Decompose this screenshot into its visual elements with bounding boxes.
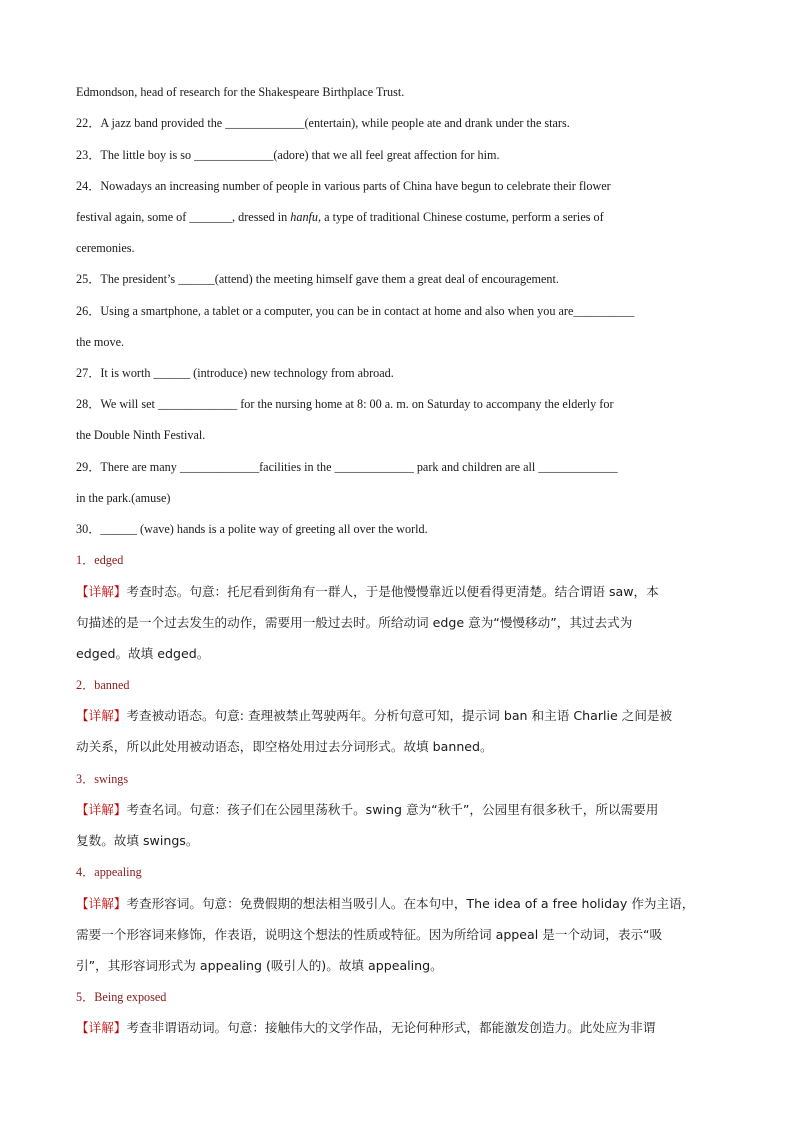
answer-4-detail-2: 需要一个形容词来修饰，作表语，说明这个想法的性质或特征。因为所给词 appeal 是一个动词，表示“吸 bbox=[76, 927, 663, 942]
answer-1-detail-1 bbox=[76, 584, 659, 600]
question-29-line-1: 29．There are many _____________facilities in the _____________ park and children are all _____________ bbox=[76, 460, 618, 474]
answer-4: 4．appealing bbox=[76, 865, 142, 879]
detail-tag: 【详解】 bbox=[76, 802, 127, 817]
detail-tag: 【详解】 bbox=[76, 1020, 127, 1035]
answer-2-detail-2: 动关系，所以此处用被动语态，即空格处用过去分词形式。故填 banned。 bbox=[76, 739, 493, 754]
question-24-line-1: 24．Nowadays an increasing number of people in various parts of China have begun to celebrate their flower bbox=[76, 179, 611, 193]
answer-4-detail-1 bbox=[76, 896, 694, 912]
question-23: 23．The little boy is so _____________(adore) that we all feel great affection for him. bbox=[76, 148, 500, 162]
answer-3: 3．swings bbox=[76, 772, 129, 786]
answer-5-detail-1 bbox=[76, 1020, 655, 1036]
question-26-line-2: the move. bbox=[76, 335, 125, 349]
detail-tag: 【详解】 bbox=[76, 584, 127, 599]
answer-4-detail-3: 引”，其形容词形式为 appealing (吸引人的)。故填 appealing。 bbox=[76, 958, 443, 973]
question-25: 25．The president’s ______(attend) the meeting himself gave them a great deal of encouragement. bbox=[76, 272, 559, 286]
detail-text: 考查时态。句意：托尼看到街角有一群人，于是他慢慢靠近以便看得更清楚。结合谓语 saw，本 bbox=[126, 584, 659, 599]
answer-5: 5．Being exposed bbox=[76, 990, 167, 1004]
detail-text: 考查名词。句意：孩子们在公园里荡秋千。swing 意为“秋千”，公园里有很多秋千，所以需要用 bbox=[126, 802, 659, 817]
answer-2-detail-1 bbox=[76, 708, 672, 724]
question-24-line-2 bbox=[76, 209, 604, 225]
question-24-italic-term: hanfu bbox=[290, 210, 319, 224]
answer-2: 2．banned bbox=[76, 678, 130, 692]
answer-1-detail-2: 句描述的是一个过去发生的动作，需要用一般过去时。所给动词 edge 意为“慢慢移动”，其过去式为 bbox=[76, 615, 633, 630]
detail-text: 考查形容词。句意：免费假期的想法相当吸引人。在本句中，The idea of a free holiday 作为主语， bbox=[126, 896, 695, 911]
answer-3-detail-1 bbox=[76, 802, 658, 818]
question-28-line-1: 28．We will set _____________ for the nursing home at 8: 00 a. m. on Saturday to accompany the elderly for bbox=[76, 397, 614, 411]
question-30: 30．______ (wave) hands is a polite way of greeting all over the world. bbox=[76, 522, 428, 536]
detail-text: 考查非谓语动词。句意：接触伟大的文学作品，无论何种形式，都能激发创造力。此处应为非谓 bbox=[126, 1020, 656, 1035]
question-21-continuation: Edmondson, head of research for the Shakespeare Birthplace Trust. bbox=[76, 85, 405, 99]
question-28-line-2: the Double Ninth Festival. bbox=[76, 428, 206, 442]
answer-3-detail-2: 复数。故填 swings。 bbox=[76, 833, 199, 848]
question-29-line-2: in the park.(amuse) bbox=[76, 491, 171, 505]
question-24-line-3: ceremonies. bbox=[76, 241, 135, 255]
answer-1: 1．edged bbox=[76, 553, 124, 567]
detail-tag: 【详解】 bbox=[76, 708, 127, 723]
detail-text: 考查被动语态。句意: 查理被禁止驾驶两年。分析句意可知，提示词 ban 和主语 Charlie 之间是被 bbox=[126, 708, 673, 723]
question-26-line-1: 26．Using a smartphone, a tablet or a computer, you can be in contact at home and also when you are__________ bbox=[76, 304, 635, 318]
question-24-text-b: , a type of traditional Chinese costume, perform a series of bbox=[318, 210, 604, 224]
detail-tag: 【详解】 bbox=[76, 896, 127, 911]
answer-1-detail-3: edged。故填 edged。 bbox=[76, 646, 210, 661]
question-27: 27．It is worth ______ (introduce) new technology from abroad. bbox=[76, 366, 394, 380]
question-22: 22．A jazz band provided the _____________(entertain), while people ate and drank under the stars. bbox=[76, 116, 570, 130]
question-24-text-a: festival again, some of _______, dressed in bbox=[76, 210, 291, 224]
